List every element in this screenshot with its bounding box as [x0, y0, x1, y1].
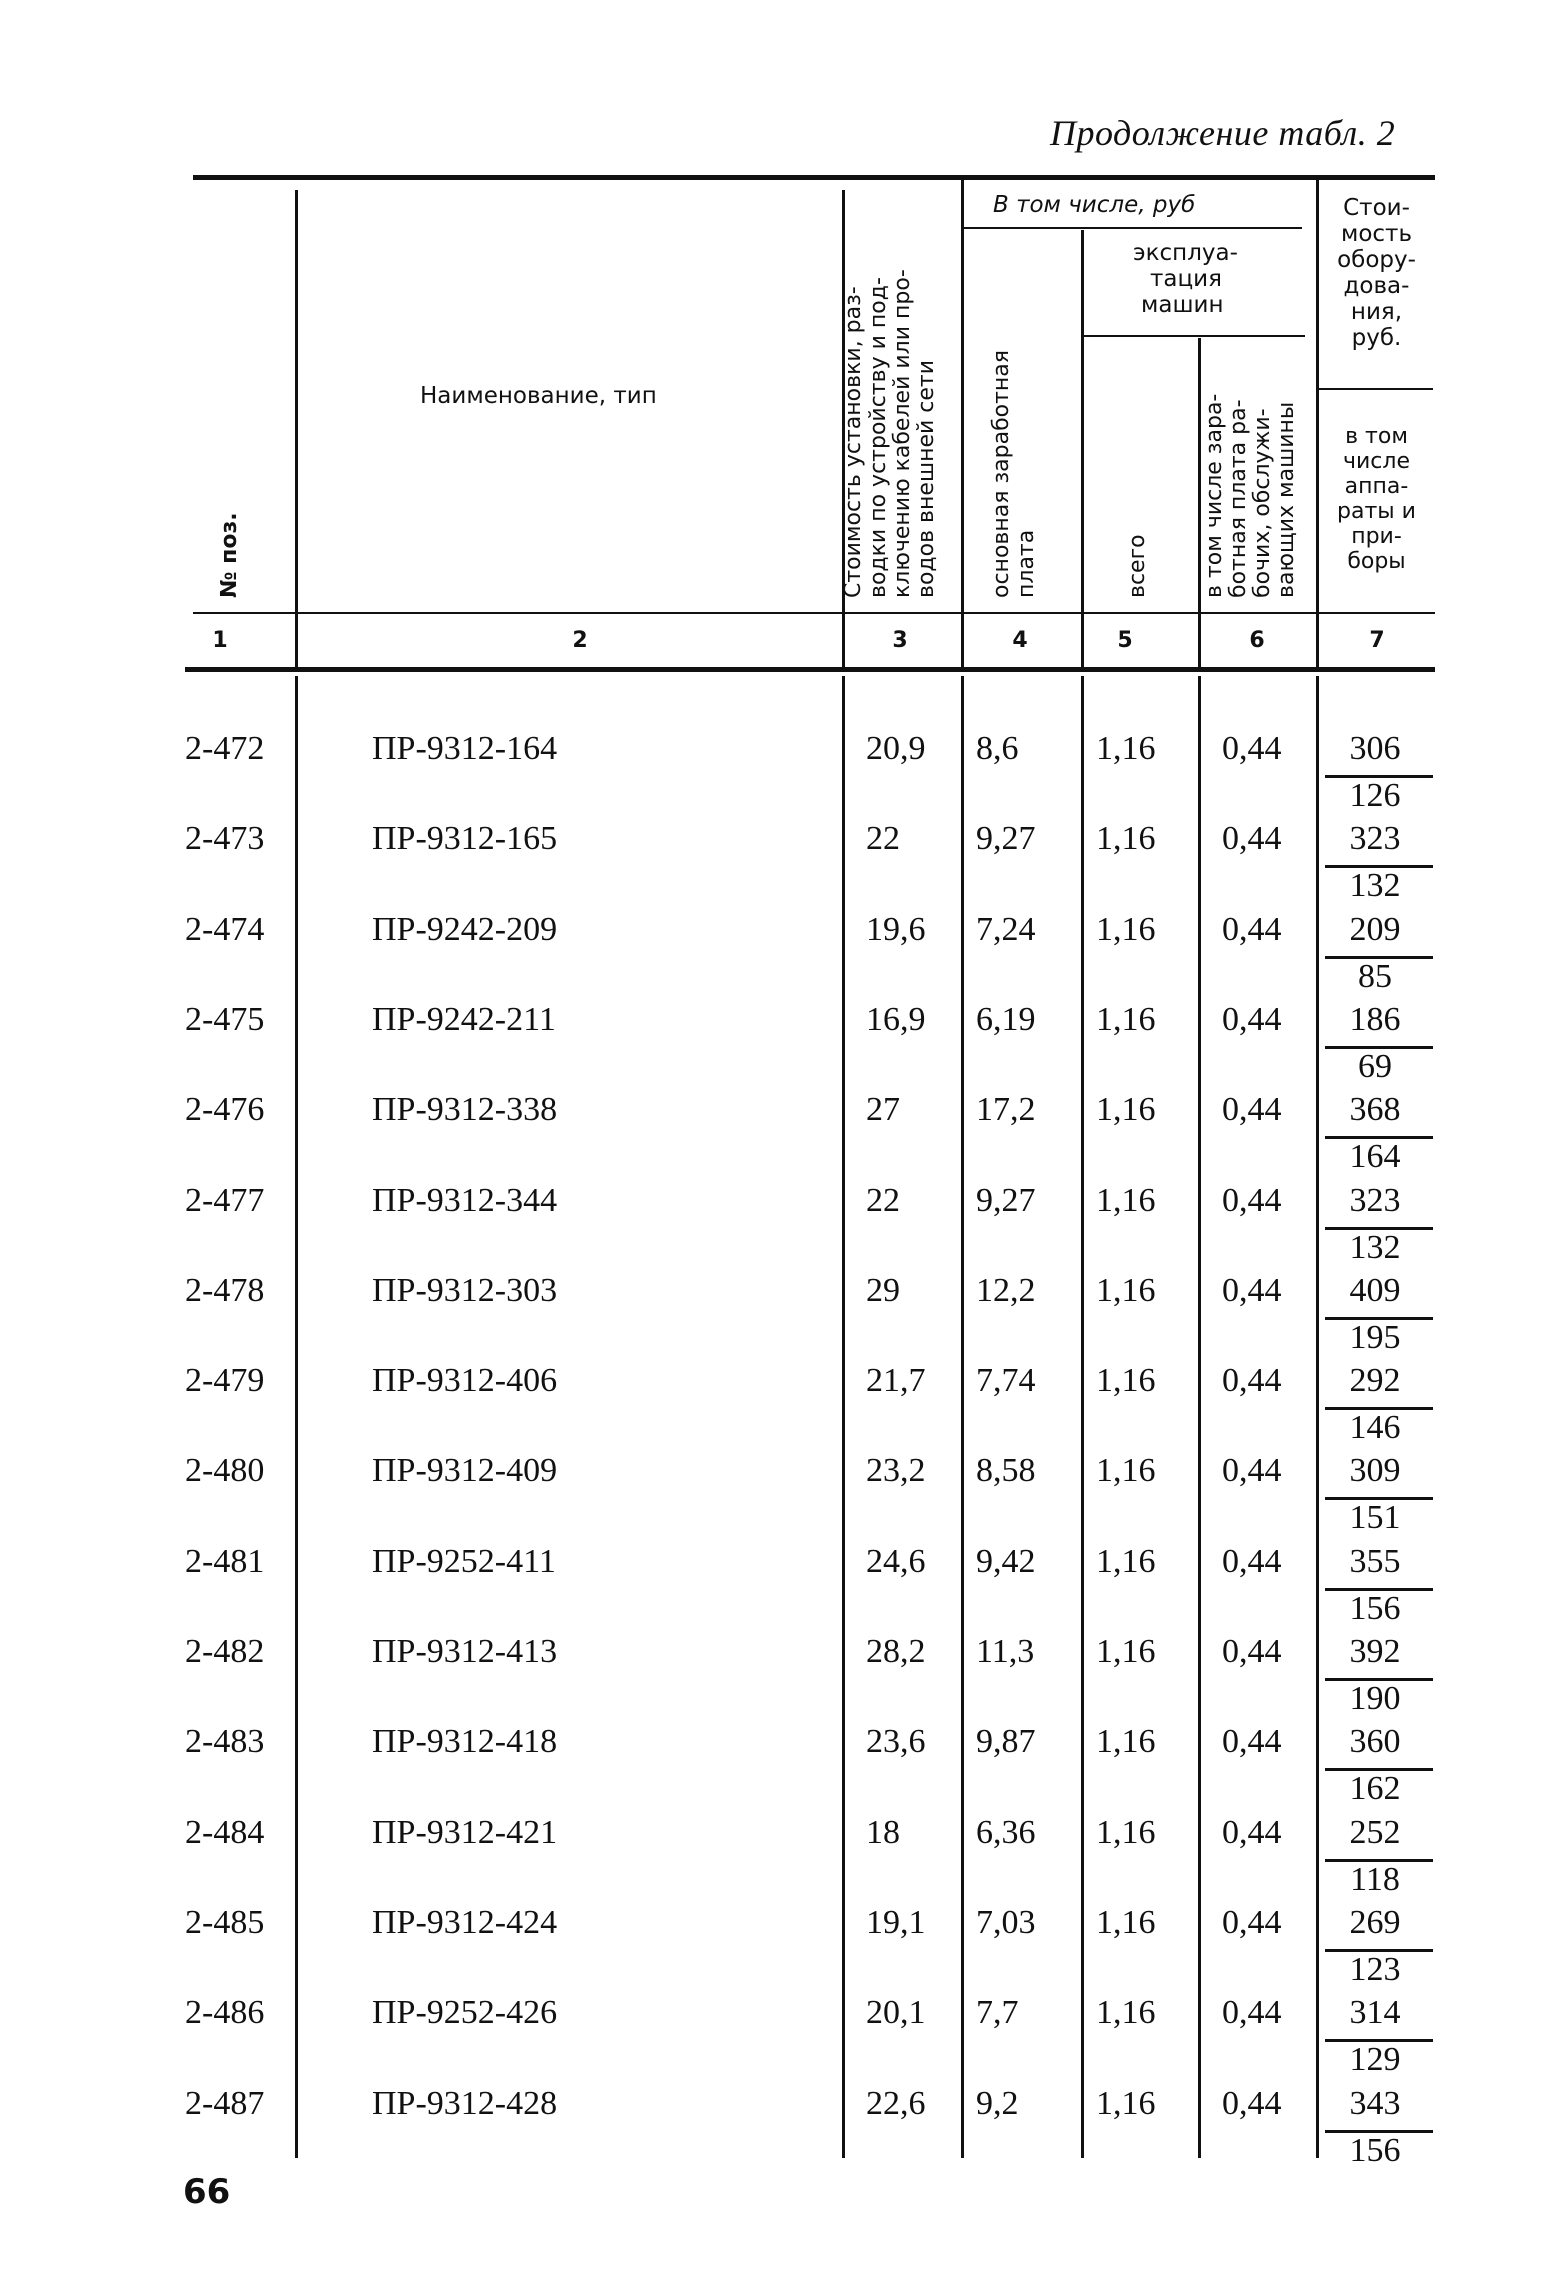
row-exploit-wage: 0,44	[1222, 1994, 1282, 2031]
row-name: ПР-9252-426	[372, 1994, 558, 2031]
row-name: ПР-9312-338	[372, 1091, 558, 1128]
row-equipment-cost: 368	[1349, 1091, 1401, 1128]
row-exploit-wage: 0,44	[1222, 1182, 1282, 1219]
row-exploit-wage: 0,44	[1222, 730, 1282, 767]
header-col7-top	[1318, 195, 1435, 351]
row-exploit-total: 1,16	[1096, 1091, 1156, 1128]
row-base-wage: 11,3	[976, 1633, 1035, 1670]
row-devices-cost: 123	[1349, 1951, 1401, 1988]
row-name: ПР-9242-209	[372, 911, 558, 948]
row-pos: 2-478	[185, 1272, 265, 1309]
row-exploit-total: 1,16	[1096, 1001, 1156, 1038]
row-devices-cost: 129	[1349, 2041, 1401, 2078]
row-install-cost: 19,1	[866, 1904, 926, 1941]
row-exploit-total: 1,16	[1096, 1452, 1156, 1489]
col-number-1: 1	[212, 628, 228, 653]
row-base-wage: 9,87	[976, 1723, 1036, 1760]
header-name: Наименование, тип	[420, 383, 657, 409]
row-equipment-cost: 186	[1349, 1001, 1401, 1038]
row-exploit-total: 1,16	[1096, 1633, 1156, 1670]
header-col7-bottom-3: аппа-	[1344, 474, 1409, 499]
col-number-7: 7	[1369, 628, 1385, 653]
row-name: ПР-9312-424	[372, 1904, 558, 1941]
body-vline-5	[1198, 676, 1201, 2158]
row-install-cost: 18	[866, 1814, 900, 1851]
col-number-4: 4	[1012, 628, 1028, 653]
row-install-cost: 20,1	[866, 1994, 926, 2031]
header-col7-top-3: обору-	[1337, 247, 1416, 273]
header-col7-bottom-2: числе	[1343, 449, 1410, 474]
header-col3-line3: ключению кабелей или про-	[890, 269, 915, 598]
header-vline-3	[961, 180, 964, 670]
header-col7-bottom-4: раты и	[1337, 499, 1416, 524]
header-col4-line2: плата	[1014, 529, 1039, 598]
row-base-wage: 9,27	[976, 1182, 1036, 1219]
row-exploit-wage: 0,44	[1222, 1543, 1282, 1580]
row-equipment-cost: 292	[1349, 1362, 1401, 1399]
header-col7-bottom-1: в том	[1345, 424, 1408, 449]
header-col7-top-5: ния,	[1350, 299, 1403, 325]
row-base-wage: 8,58	[976, 1452, 1036, 1489]
header-incl-rub: В том числе, руб	[993, 192, 1196, 218]
row-devices-cost: 132	[1349, 867, 1401, 904]
row-name: ПР-9312-344	[372, 1182, 558, 1219]
row-base-wage: 9,27	[976, 820, 1036, 857]
row-install-cost: 27	[866, 1091, 900, 1128]
row-exploit-total: 1,16	[1096, 820, 1156, 857]
row-exploit-wage: 0,44	[1222, 820, 1282, 857]
row-install-cost: 24,6	[866, 1543, 926, 1580]
header-col5: всего	[1125, 534, 1150, 598]
col-number-6: 6	[1249, 628, 1265, 653]
row-exploit-wage: 0,44	[1222, 1452, 1282, 1489]
row-pos: 2-480	[185, 1452, 265, 1489]
row-exploit-total: 1,16	[1096, 1182, 1156, 1219]
row-devices-cost: 162	[1349, 1770, 1401, 1807]
body-vline-6	[1316, 676, 1319, 2158]
header-col7-top-4: дова-	[1343, 273, 1410, 299]
row-install-cost: 20,9	[866, 730, 926, 767]
row-name: ПР-9312-303	[372, 1272, 558, 1309]
row-equipment-cost: 343	[1349, 2085, 1401, 2122]
row-equipment-cost: 392	[1349, 1633, 1401, 1670]
row-equipment-cost: 360	[1349, 1723, 1401, 1760]
row-install-cost: 23,6	[866, 1723, 926, 1760]
header-col3-line1: Стоимость установки, раз-	[841, 286, 866, 598]
row-install-cost: 22,6	[866, 2085, 926, 2122]
row-devices-cost: 126	[1349, 777, 1401, 814]
row-pos: 2-486	[185, 1994, 265, 2031]
row-base-wage: 17,2	[976, 1091, 1036, 1128]
body-vline-2	[842, 676, 845, 2158]
header-vline-4	[1081, 230, 1084, 670]
table-caption: Продолжение табл. 2	[1050, 113, 1396, 153]
header-vline-5	[1198, 338, 1201, 670]
row-exploit-total: 1,16	[1096, 1814, 1156, 1851]
row-base-wage: 9,2	[976, 2085, 1019, 2122]
header-col7-bottom-5: при-	[1351, 524, 1402, 549]
row-equipment-cost: 314	[1349, 1994, 1401, 2031]
table-top-rule	[193, 175, 1435, 180]
header-col6-line3: бочих, обслужи-	[1250, 408, 1275, 598]
row-base-wage: 7,74	[976, 1362, 1036, 1399]
row-equipment-cost: 355	[1349, 1543, 1401, 1580]
row-exploit-total: 1,16	[1096, 1994, 1156, 2031]
row-install-cost: 29	[866, 1272, 900, 1309]
row-pos: 2-476	[185, 1091, 265, 1128]
row-base-wage: 6,36	[976, 1814, 1036, 1851]
row-equipment-cost: 252	[1349, 1814, 1401, 1851]
row-name: ПР-9312-413	[372, 1633, 558, 1670]
row-pos: 2-484	[185, 1814, 265, 1851]
row-pos: 2-473	[185, 820, 265, 857]
row-exploit-wage: 0,44	[1222, 1362, 1282, 1399]
row-pos: 2-472	[185, 730, 265, 767]
row-exploit-total: 1,16	[1096, 1362, 1156, 1399]
row-exploit-total: 1,16	[1096, 1272, 1156, 1309]
row-base-wage: 7,7	[976, 1994, 1019, 2031]
row-equipment-cost: 323	[1349, 820, 1401, 857]
row-devices-cost: 151	[1349, 1499, 1401, 1536]
header-exploit-1: эксплуа-	[1133, 240, 1238, 266]
row-base-wage: 7,24	[976, 911, 1036, 948]
row-pos: 2-477	[185, 1182, 265, 1219]
header-bottom-rule-left	[193, 612, 1435, 614]
header-col6-line1: в том числе зара-	[1202, 393, 1227, 598]
row-pos: 2-483	[185, 1723, 265, 1760]
incl-rub-rule	[962, 227, 1302, 229]
row-pos: 2-482	[185, 1633, 265, 1670]
row-name: ПР-9312-421	[372, 1814, 558, 1851]
row-install-cost: 22	[866, 820, 900, 857]
row-exploit-total: 1,16	[1096, 911, 1156, 948]
row-equipment-cost: 309	[1349, 1452, 1401, 1489]
row-install-cost: 23,2	[866, 1452, 926, 1489]
row-name: ПР-9242-211	[372, 1001, 556, 1038]
row-pos: 2-474	[185, 911, 265, 948]
row-exploit-wage: 0,44	[1222, 1814, 1282, 1851]
col-number-2: 2	[572, 628, 588, 653]
header-col6-line4: вающих машины	[1274, 401, 1299, 598]
row-pos: 2-487	[185, 2085, 265, 2122]
row-devices-cost: 85	[1358, 958, 1392, 995]
col-number-5: 5	[1117, 628, 1133, 653]
row-install-cost: 21,7	[866, 1362, 926, 1399]
row-devices-cost: 146	[1349, 1409, 1401, 1446]
row-exploit-wage: 0,44	[1222, 1272, 1282, 1309]
row-name: ПР-9312-165	[372, 820, 558, 857]
row-exploit-total: 1,16	[1096, 730, 1156, 767]
row-exploit-total: 1,16	[1096, 2085, 1156, 2122]
row-exploit-wage: 0,44	[1222, 1904, 1282, 1941]
row-exploit-total: 1,16	[1096, 1543, 1156, 1580]
header-col7-top-6: руб.	[1351, 325, 1402, 351]
row-devices-cost: 164	[1349, 1138, 1401, 1175]
row-devices-cost: 156	[1349, 1590, 1401, 1627]
row-equipment-cost: 269	[1349, 1904, 1401, 1941]
exploit-rule	[1083, 335, 1305, 337]
row-devices-cost: 156	[1349, 2132, 1401, 2169]
row-exploit-wage: 0,44	[1222, 911, 1282, 948]
row-equipment-cost: 323	[1349, 1182, 1401, 1219]
row-name: ПР-9312-164	[372, 730, 558, 767]
row-devices-cost: 69	[1358, 1048, 1392, 1085]
row-install-cost: 28,2	[866, 1633, 926, 1670]
row-name: ПР-9312-409	[372, 1452, 558, 1489]
row-pos: 2-475	[185, 1001, 265, 1038]
row-name: ПР-9312-428	[372, 2085, 558, 2122]
page-number: 66	[183, 2172, 231, 2212]
body-vline-4	[1081, 676, 1084, 2158]
row-exploit-total: 1,16	[1096, 1723, 1156, 1760]
row-devices-cost: 195	[1349, 1319, 1401, 1356]
row-equipment-cost: 306	[1349, 730, 1401, 767]
header-col3-line2: водки по устройству и под-	[866, 277, 891, 598]
column-number-rule	[185, 667, 1435, 672]
row-name: ПР-9312-418	[372, 1723, 558, 1760]
header-exploit-3: машин	[1141, 292, 1224, 318]
row-exploit-total: 1,16	[1096, 1904, 1156, 1941]
col7-split-rule	[1318, 388, 1433, 390]
row-base-wage: 7,03	[976, 1904, 1036, 1941]
row-equipment-cost: 209	[1349, 911, 1401, 948]
row-exploit-wage: 0,44	[1222, 2085, 1282, 2122]
header-col7-top-2: мость	[1340, 221, 1413, 247]
row-exploit-wage: 0,44	[1222, 1091, 1282, 1128]
row-base-wage: 12,2	[976, 1272, 1036, 1309]
row-pos: 2-479	[185, 1362, 265, 1399]
row-base-wage: 9,42	[976, 1543, 1036, 1580]
header-col7-bottom-6: боры	[1347, 549, 1406, 574]
body-vline-3	[961, 676, 964, 2158]
row-pos: 2-481	[185, 1543, 265, 1580]
header-vline-1	[295, 190, 298, 670]
row-devices-cost: 190	[1349, 1680, 1401, 1717]
row-equipment-cost: 409	[1349, 1272, 1401, 1309]
row-devices-cost: 118	[1350, 1861, 1400, 1898]
header-col7-bottom	[1318, 424, 1435, 574]
header-col4-line1: основная заработная	[989, 349, 1014, 598]
header-exploit-2: тация	[1150, 266, 1222, 292]
row-install-cost: 22	[866, 1182, 900, 1219]
row-install-cost: 19,6	[866, 911, 926, 948]
row-exploit-wage: 0,44	[1222, 1001, 1282, 1038]
row-pos: 2-485	[185, 1904, 265, 1941]
row-name: ПР-9252-411	[372, 1543, 556, 1580]
header-pos: № поз.	[217, 512, 242, 598]
header-col6-line2: ботная плата ра-	[1226, 399, 1251, 598]
row-exploit-wage: 0,44	[1222, 1723, 1282, 1760]
row-name: ПР-9312-406	[372, 1362, 558, 1399]
header-col7-top-1: Стои-	[1343, 195, 1410, 221]
row-exploit-wage: 0,44	[1222, 1633, 1282, 1670]
row-base-wage: 8,6	[976, 730, 1019, 767]
header-col3-line4: водов внешней сети	[914, 359, 939, 598]
row-devices-cost: 132	[1349, 1229, 1401, 1266]
body-vline-1	[295, 676, 298, 2158]
row-base-wage: 6,19	[976, 1001, 1036, 1038]
col-number-3: 3	[892, 628, 908, 653]
row-install-cost: 16,9	[866, 1001, 926, 1038]
